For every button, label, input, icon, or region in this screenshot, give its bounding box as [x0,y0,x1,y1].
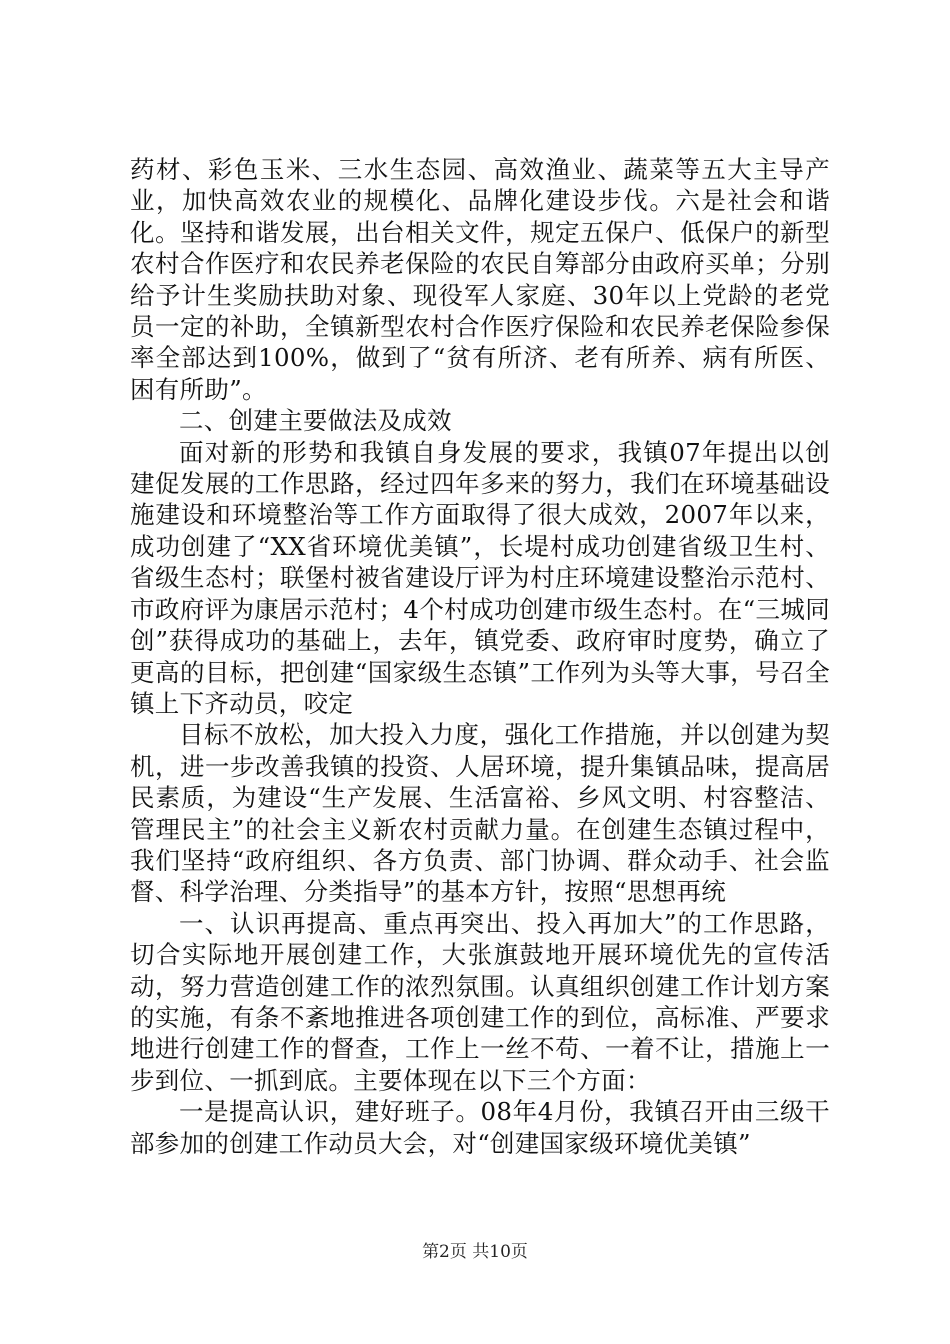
paragraph-continuation: 药材、彩色玉米、三水生态园、高效渔业、蔬菜等五大主导产业，加快高效农业的规模化、品牌化建设步伐。六是社会和谐化。坚持和谐发展，出台相关文件，规定五保户、低保户的新型农村合作医疗和农民养老保险的农民自筹部分由政府买单；分别给予计生奖励扶助对象、现役军人家庭、30年以上党龄的老党员一定的补助，全镇新型农村合作医疗保险和农民养老保险参保率全部达到100%，做到了“贫有所济、老有所养、病有所医、困有所助”。 [130,155,830,404]
page-number-footer: 第2页 共10页 [422,1242,528,1262]
paragraph: 一是提高认识，建好班子。08年4月份，我镇召开由三级干部参加的创建工作动员大会，对“创建国家级环境优美镇” [130,1097,830,1158]
paragraph: 目标不放松，加大投入力度，强化工作措施，并以创建为契机，进一步改善我镇的投资、人居环境，提升集镇品味，提高居民素质，为建设“生产发展、生活富裕、乡风文明、村容整洁、管理民主”的社会主义新农村贡献力量。在创建生态镇过程中，我们坚持“政府组织、各方负责、部门协调、群众动手、社会监督、科学治理、分类指导”的基本方针，按照“思想再统 [130,720,830,907]
paragraph: 面对新的形势和我镇自身发展的要求，我镇07年提出以创建促发展的工作思路，经过四年多来的努力，我们在环境基础设施建设和环境整治等工作方面取得了很大成效，2007年以来，成功创建了“XX省环境优美镇”，长堤村成功创建省级卫生村、省级生态村；联堡村被省建设厅评为村庄环境建设整治示范村、市政府评为康居示范村；4个村成功创建市级生态村。在“三城同创”获得成功的基础上，去年，镇党委、政府审时度势，确立了更高的目标，把创建“国家级生态镇”工作列为头等大事，号召全镇上下齐动员，咬定 [130,437,831,718]
document-body [130,154,830,1159]
section-heading: 二、创建主要做法及成效 [179,406,452,436]
paragraph: 一、认识再提高、重点再突出、投入再加大”的工作思路，切合实际地开展创建工作，大张旗鼓地开展环境优先的宣传活动，努力营造创建工作的浓烈氛围。认真组织创建工作计划方案的实施，有条不紊地推进各项创建工作的到位，高标准、严要求地进行创建工作的督查，工作上一丝不苟、一着不让，措施上一步到位、一抓到底。主要体现在以下三个方面： [130,908,830,1095]
